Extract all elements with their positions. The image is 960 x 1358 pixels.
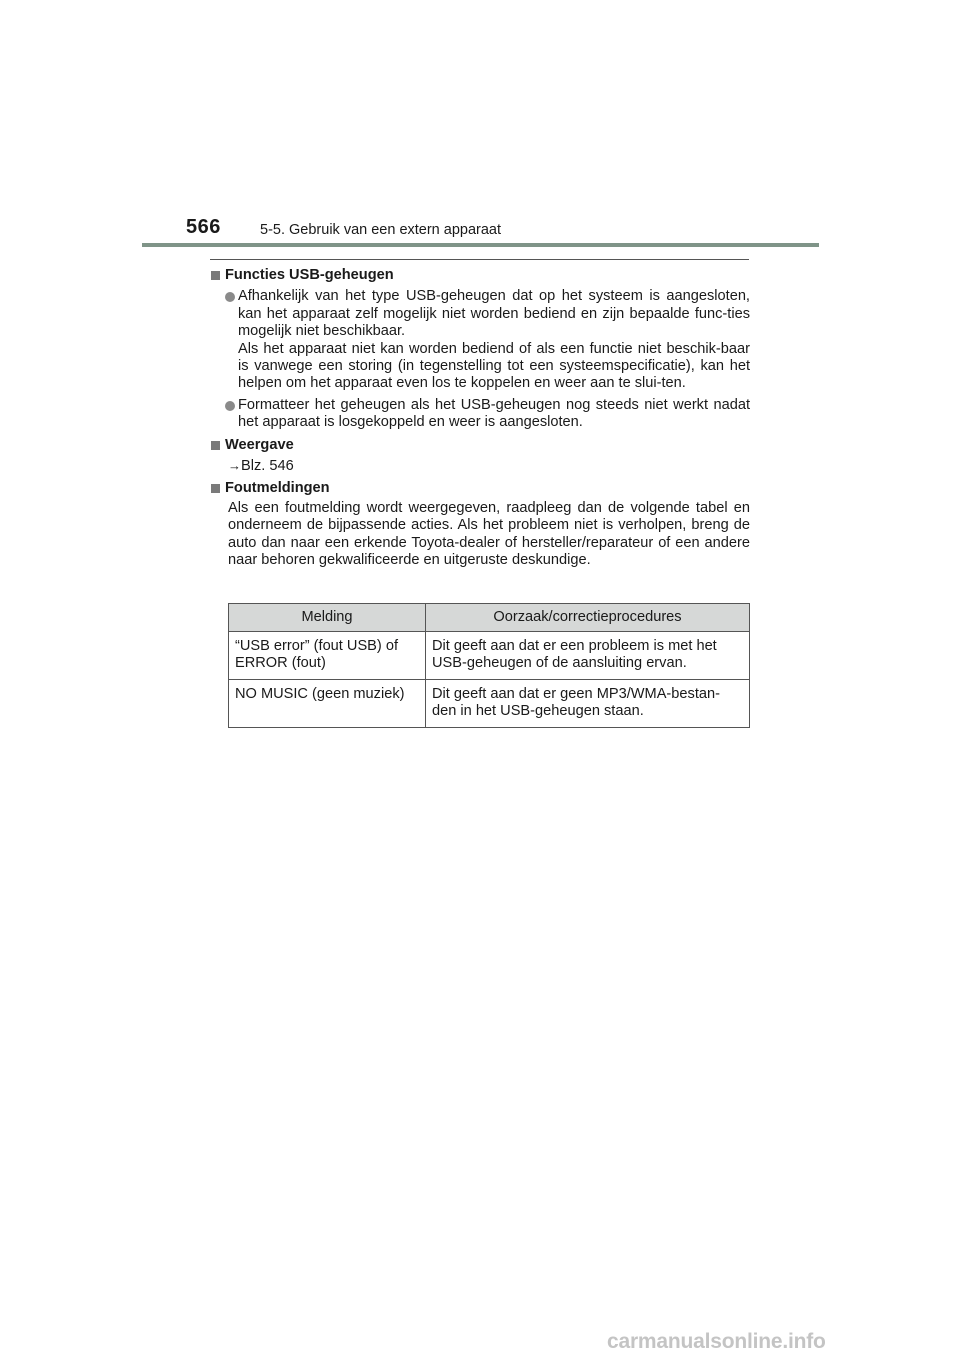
error-table	[228, 603, 750, 728]
table-row	[229, 632, 750, 680]
round-bullet-icon	[225, 401, 235, 411]
column-header-cause: Oorzaak/correctieprocedures	[426, 604, 750, 632]
bullet-item	[210, 397, 750, 432]
table-header-row	[229, 604, 750, 632]
bullet-text: Als het apparaat niet kan worden bediend of als een functie niet beschik-baar is vanwege een storing (in tegenstelling tot een systeemspecificatie), kan het helpen om het apparaat even los te koppelen en weer aan te slui-ten.	[238, 340, 750, 392]
page-content	[210, 265, 750, 570]
content-rule	[210, 259, 749, 260]
table-row	[229, 679, 750, 727]
cell-message: NO MUSIC (geen muziek)	[229, 679, 426, 727]
bullet-text: Formatteer het geheugen als het USB-geheugen nog steeds niet werkt nadat het apparaat is losgekoppeld en weer is aangesloten.	[238, 396, 750, 431]
page-number: 566	[186, 216, 221, 238]
heading-display	[210, 437, 750, 454]
round-bullet-icon	[225, 292, 235, 302]
heading-text: Functies USB-geheugen	[225, 267, 394, 283]
arrow-right-icon: →	[228, 458, 241, 474]
page-reference	[210, 457, 750, 475]
heading-errors	[210, 480, 750, 497]
watermark: carmanualsonline.info	[607, 1330, 826, 1353]
heading-text: Weergave	[225, 436, 294, 453]
square-bullet-icon	[211, 484, 220, 493]
heading-usb-functions	[210, 267, 750, 284]
column-header-message: Melding	[229, 604, 426, 632]
cell-cause: Dit geeft aan dat er een probleem is met het USB-geheugen of de aansluiting ervan.	[426, 632, 750, 680]
heading-text: Foutmeldingen	[225, 480, 330, 497]
bullet-text: Afhankelijk van het type USB-geheugen dat op het systeem is aangesloten, kan het apparaat zelf mogelijk niet worden bediend en zijn bepaalde func-ties mogelijk niet beschikbaar.	[238, 288, 750, 340]
section-title: 5-5. Gebruik van een extern apparaat	[260, 222, 502, 238]
square-bullet-icon	[211, 271, 220, 280]
reference-text: Blz. 546	[241, 458, 294, 475]
square-bullet-icon	[211, 441, 220, 450]
cell-cause: Dit geeft aan dat er geen MP3/WMA-bestan-den in het USB-geheugen staan.	[426, 679, 750, 727]
header-rule	[142, 243, 819, 247]
cell-message: “USB error” (fout USB) of ERROR (fout)	[229, 632, 426, 680]
errors-intro: Als een foutmelding wordt weergegeven, raadpleeg dan de volgende tabel en onderneem de bijpassende acties. Als het probleem niet is verholpen, breng de auto dan naar een erkende Toyota-dealer of hersteller/reparateur of een andere naar behoren gekwalificeerde en uitgeruste deskundige.	[228, 499, 750, 569]
bullet-item	[210, 288, 750, 392]
